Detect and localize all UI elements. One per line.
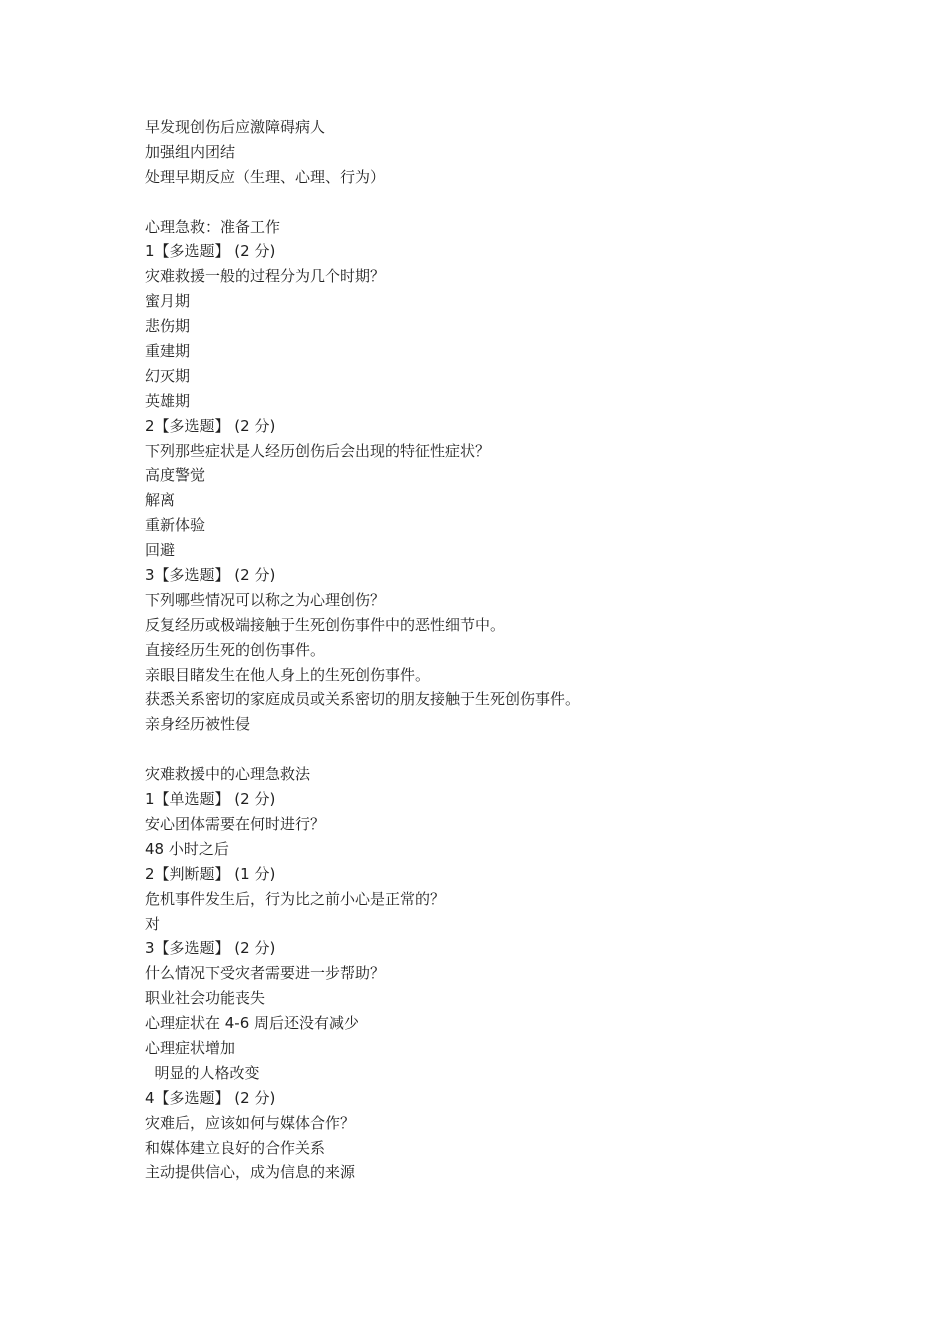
text-line: 灾难后，应该如何与媒体合作？ — [145, 1113, 356, 1132]
text-line: 1【单选题】 (2 分) — [145, 790, 276, 809]
text-line: 获悉关系密切的家庭成员或关系密切的朋友接触于生死创伤事件。 — [145, 690, 581, 709]
text-line: 直接经历生死的创伤事件。 — [145, 640, 326, 659]
text-line: 安心团体需要在何时进行？ — [145, 814, 326, 833]
text-line: 蜜月期 — [145, 292, 191, 311]
text-line: 加强组内团结 — [145, 142, 236, 161]
text-line: 对 — [145, 914, 161, 933]
text-line: 重建期 — [145, 342, 191, 361]
text-line: 3【多选题】 (2 分) — [145, 566, 276, 585]
text-line: 重新体验 — [145, 516, 206, 535]
text-line: 心理症状在 4-6 周后还没有减少 — [145, 1014, 360, 1033]
blank-line — [145, 190, 865, 215]
text-line: 高度警觉 — [145, 466, 206, 485]
text-line: 1【多选题】 (2 分) — [145, 242, 276, 261]
text-line: 心理急救：准备工作 — [145, 217, 281, 236]
text-line: 3【多选题】 (2 分) — [145, 939, 276, 958]
text-line: 职业社会功能丧失 — [145, 989, 266, 1008]
text-line: 悲伤期 — [145, 317, 191, 336]
text-line: 灾难救援中的心理急救法 — [145, 765, 311, 784]
text-line: 反复经历或极端接触于生死创伤事件中的恶性细节中。 — [145, 615, 506, 634]
blank-line — [145, 737, 865, 762]
text-line: 2【多选题】 (2 分) — [145, 416, 276, 435]
text-line: 心理症状增加 — [145, 1038, 236, 1057]
text-line: 早发现创伤后应激障碍病人 — [145, 118, 326, 136]
text-line: 2【判断题】 (1 分) — [145, 864, 276, 883]
text-line: 亲眼目睹发生在他人身上的生死创伤事件。 — [145, 665, 431, 684]
text-line: 和媒体建立良好的合作关系 — [145, 1138, 326, 1157]
text-line: 危机事件发生后，行为比之前小心是正常的？ — [145, 889, 446, 908]
text-line: 下列那些症状是人经历创伤后会出现的特征性症状？ — [145, 441, 491, 460]
text-line: 什么情况下受灾者需要进一步帮助？ — [145, 964, 386, 983]
text-line: 处理早期反应（生理、心理、行为） — [145, 167, 386, 186]
text-line: 主动提供信心，成为信息的来源 — [145, 1163, 356, 1182]
text-line: 下列哪些情况可以称之为心理创伤？ — [145, 590, 386, 609]
text-line: 亲身经历被性侵 — [145, 715, 251, 734]
text-line: 幻灭期 — [145, 366, 191, 385]
text-line: 英雄期 — [145, 391, 191, 410]
text-line: 解离 — [145, 491, 176, 510]
text-line: 4【多选题】 (2 分) — [145, 1088, 276, 1107]
document-body — [145, 115, 865, 1185]
text-line: 灾难救援一般的过程分为几个时期？ — [145, 267, 386, 286]
text-line: 明显的人格改变 — [145, 1063, 260, 1082]
text-line: 回避 — [145, 541, 176, 560]
text-line: 48 小时之后 — [145, 839, 229, 858]
